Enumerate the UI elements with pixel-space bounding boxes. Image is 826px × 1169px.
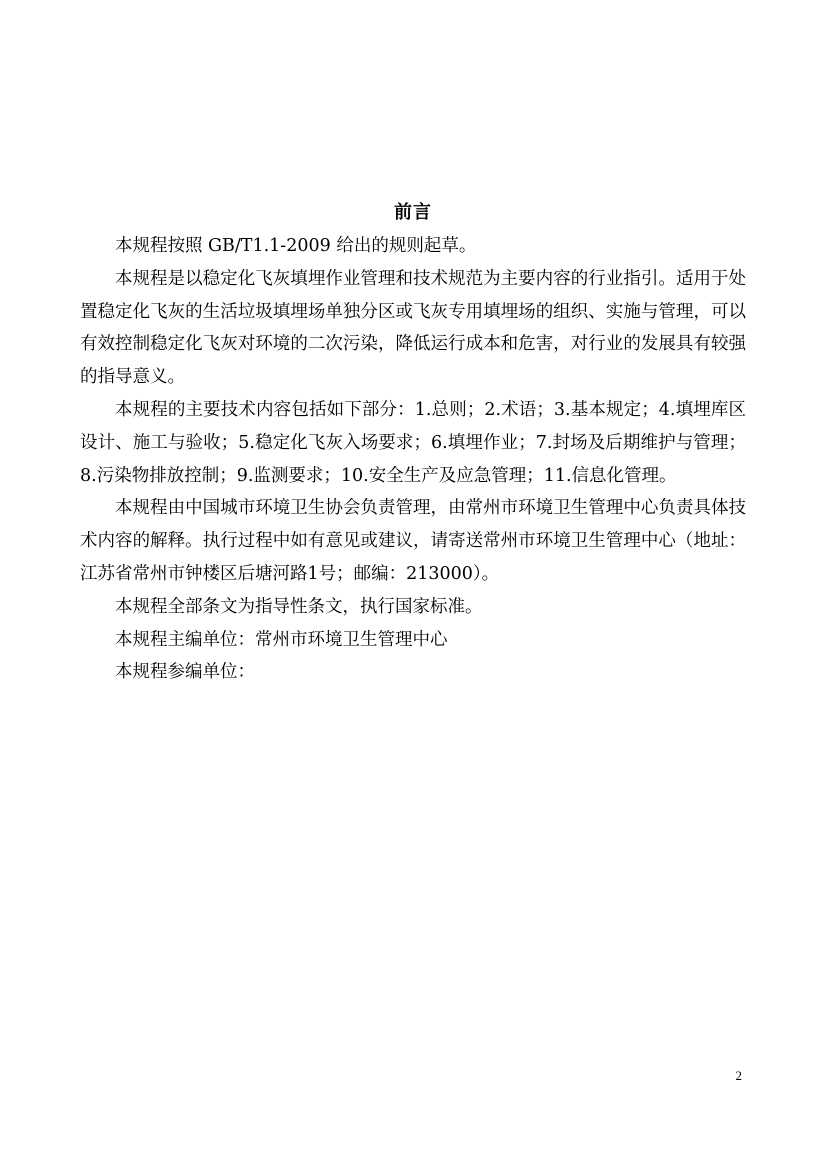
page-number: 2 bbox=[735, 1068, 742, 1083]
paragraph-participating-editors: 本规程参编单位： bbox=[115, 662, 255, 683]
paragraph-management: 本规程由中国城市环境卫生协会负责管理，由常州市环境卫生管理中心负责具体技术内容的解释。执行过程中如有意见或建议，请寄送常州市环境卫生管理中心（地址：江苏省常州市钟楼区后塘河路1号；邮编：213000）。 bbox=[80, 498, 746, 584]
paragraph-main-contents: 本规程的主要技术内容包括如下部分：1.总则；2.术语；3.基本规定；4.填埋库区设计、施工与验收；5.稳定化飞灰入场要求；6.填埋作业；7.封场及后期维护与管理；8.污染物排放控制；9.监测要求；10.安全生产及应急管理；11.信息化管理。 bbox=[80, 399, 746, 486]
paragraph-scope: 本规程是以稳定化飞灰填埋作业管理和技术规范为主要内容的行业指引。适用于处置稳定化飞灰的生活垃圾填埋场单独分区或飞灰专用填埋场的组织、实施与管理，可以有效控制稳定化飞灰对环境的二次污染，降低运行成本和危害，对行业的发展具有较强的指导意义。 bbox=[80, 268, 746, 388]
section-title: 前言 bbox=[394, 202, 432, 223]
document-body bbox=[80, 230, 746, 689]
paragraph-chief-editor: 本规程主编单位：常州市环境卫生管理中心 bbox=[115, 629, 448, 650]
paragraph-drafting-rules: 本规程按照 GB/T1.1-2009 给出的规则起草。 bbox=[115, 236, 477, 256]
paragraph-guidance-nature: 本规程全部条文为指导性条文，执行国家标准。 bbox=[115, 596, 483, 617]
